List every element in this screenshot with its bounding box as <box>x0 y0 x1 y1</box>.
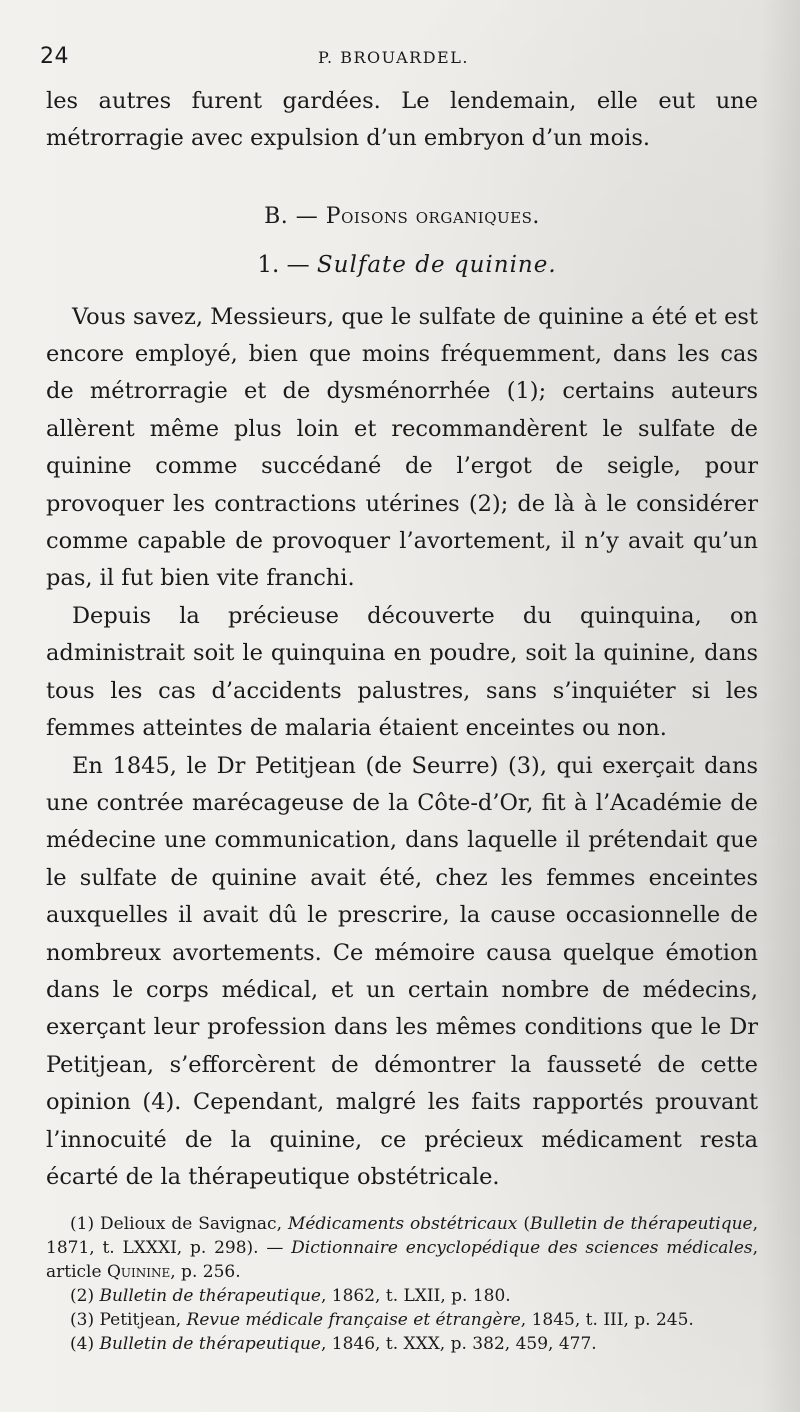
footnote-title: Dictionnaire encyclopédique des sciences médicales <box>291 1238 753 1258</box>
footnote-text: ( <box>517 1214 530 1234</box>
footnotes <box>46 1212 758 1356</box>
footnote-text: , 1862, t. LXII, p. 180. <box>320 1286 511 1306</box>
main-text <box>46 83 758 1196</box>
footnote-3 <box>46 1308 758 1332</box>
footnote-text: (3) Petitjean, <box>70 1310 187 1330</box>
footnote-title: Revue médicale française et étrangère <box>186 1310 521 1330</box>
footnote-text: , 1845, t. III, p. 245. <box>520 1310 694 1330</box>
page-number: 24 <box>40 44 69 69</box>
footnote-text: , 1871, t. LXXXI, p. 298). — <box>46 1214 758 1258</box>
section-label: B. — <box>264 203 326 229</box>
footnote-article: Quinine <box>106 1262 171 1282</box>
paragraph-continued: les autres furent gardées. Le lendemain, elle eut une métrorragie avec expulsion d’un embryon d’un mois. <box>46 88 758 152</box>
footnote-4 <box>46 1332 758 1356</box>
paragraph: En 1845, le Dr Petitjean (de Seurre) (3), qui exerçait dans une contrée marécageuse de la Côte-d’Or, fit à l’Académie de médecine une communication, dans laquelle il prétendait que le sulfate de quinine avait été, chez les femmes enceintes auxquelles il avait dû le prescrire, la cause occasionnelle de nombreux avortements. Ce mémoire causa quelque émotion dans le corps médical, et un certain nombre de médecins, exerçant leur profession dans les mêmes conditions que le Dr Petitjean, s’efforcèrent de démontrer la fausseté de cette opinion (4). Cependant, malgré les faits rapportés prouvant l’innocuité de la quinine, ce précieux médicament resta écarté de la thérapeutique obstétricale. <box>46 752 758 1190</box>
page-header <box>40 44 760 72</box>
footnote-title: Médicaments obstétricaux <box>287 1214 518 1234</box>
paragraph: Vous savez, Messieurs, que le sulfate de quinine a été et est encore employé, bien que moins fréquemment, dans les cas de métrorragie et de dysménorrhée (1); certains auteurs allèrent même plus loin et recommandèrent le sulfate de quinine comme succédané de l’ergot de seigle, pour provoquer les contractions utérines (2); de là à le considérer comme capable de provoquer l’avortement, il n’y avait qu’un pas, il fut bien vite franchi. <box>46 303 758 592</box>
footnote-text: , 1846, t. XXX, p. 382, 459, 477. <box>320 1334 597 1354</box>
footnote-text: (2) <box>70 1286 100 1306</box>
running-head: P. BROUARDEL. <box>318 48 469 67</box>
subsection-title: Sulfate de quinine. <box>316 252 557 279</box>
footnote-text: (4) <box>70 1334 100 1354</box>
footnote-title: Bulletin de thérapeutique <box>529 1214 753 1234</box>
section-title: Poisons organiques. <box>325 203 540 229</box>
footnote-1 <box>46 1212 758 1284</box>
footnote-text: (1) Delioux de Savignac, <box>70 1214 288 1234</box>
footnote-text: , article <box>46 1238 759 1282</box>
footnote-title: Bulletin de thérapeutique <box>99 1334 321 1354</box>
section-heading <box>46 198 758 235</box>
footnote-title: Bulletin de thérapeutique <box>99 1286 321 1306</box>
footnote-2 <box>46 1284 758 1308</box>
subsection-heading <box>46 247 758 284</box>
footnote-text: , p. 256. <box>170 1262 241 1282</box>
paragraph: Depuis la précieuse découverte du quinquina, on administrait soit le quinquina en poudre, soit la quinine, dans tous les cas d’accidents palustres, sans s’inquiéter si les femmes atteintes de malaria étaient enceintes ou non. <box>46 602 758 742</box>
subsection-number: 1. — <box>257 252 317 279</box>
page-edge-shadow <box>760 0 800 1412</box>
